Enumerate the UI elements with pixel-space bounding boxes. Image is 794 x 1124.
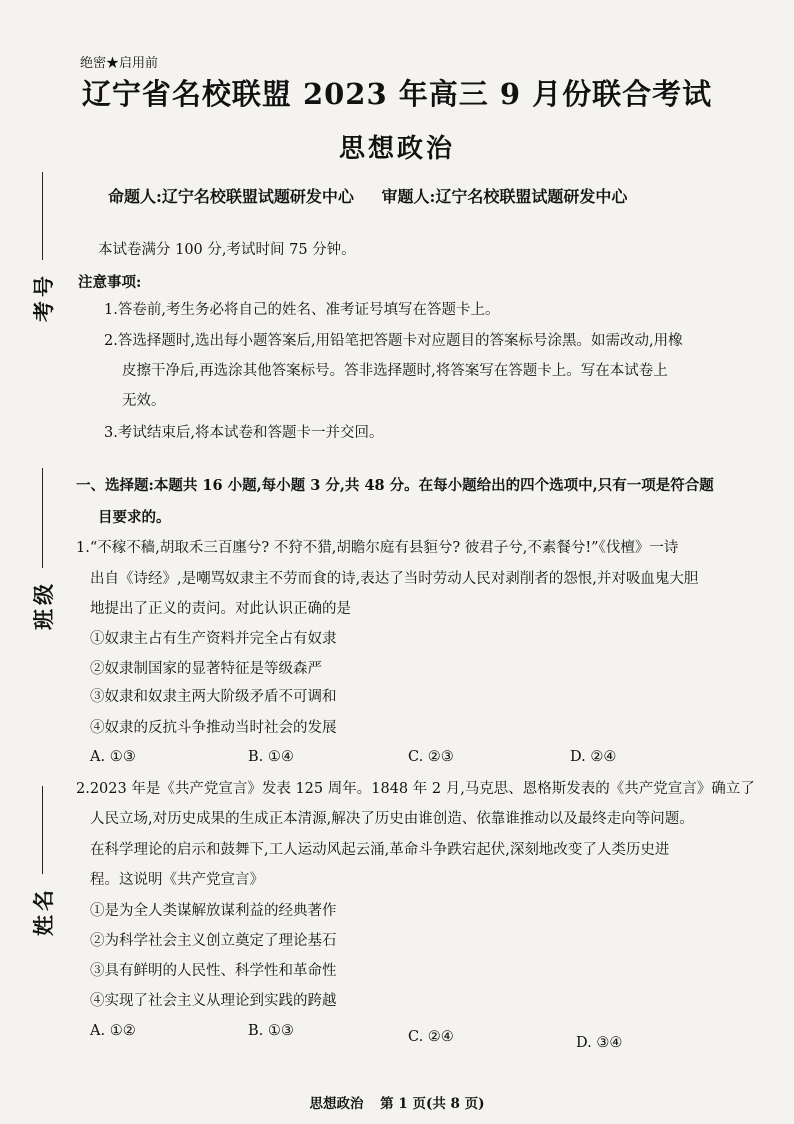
footer-page-number: 第 1 页(共 8 页) — [380, 1096, 485, 1112]
secret-label: 绝密★启用前 — [80, 56, 159, 71]
q2-option-a: A. ①② — [90, 1023, 136, 1039]
note-2-line-3: 无效。 — [122, 393, 166, 409]
exam-title: 辽宁省名校联盟 2023 年高三 9 月份联合考试 — [81, 77, 713, 111]
q2-statement-2: ②为科学社会主义创立奠定了理论基石 — [90, 933, 337, 949]
name-label: 姓名 — [31, 886, 56, 936]
q2-stem-line-2: 人民立场,对历史成果的生成正本清源,解决了历史由谁创造、依靠谁推动以及最终走向等问题。 — [90, 811, 694, 827]
authors-line — [108, 184, 627, 207]
q1-statement-2: ②奴隶制国家的显著特征是等级森严 — [90, 661, 322, 677]
note-2-line-2: 皮擦干净后,再选涂其他答案标号。答非选择题时,将答案写在答题卡上。写在本试卷上 — [122, 363, 668, 379]
author-text: 命题人:辽宁名校联盟试题研发中心 — [108, 187, 354, 206]
subject-title: 思想政治 — [338, 134, 455, 164]
note-3: 3.考试结束后,将本试卷和答题卡一并交回。 — [104, 425, 384, 441]
q2-option-b: B. ①③ — [248, 1023, 294, 1039]
q1-option-b: B. ①④ — [248, 749, 294, 765]
score-time: 本试卷满分 100 分,考试时间 75 分钟。 — [98, 242, 356, 258]
q1-statement-1: ①奴隶主占有生产资料并完全占有奴隶 — [90, 631, 337, 647]
q1-stem-line-3: 地提出了正义的责问。对此认识正确的是 — [90, 601, 351, 617]
q2-stem-line-4: 程。这说明《共产党宣言》 — [90, 872, 264, 888]
name-line — [42, 786, 43, 874]
exam-number-label: 考号 — [31, 272, 56, 322]
reviewer-text: 审题人:辽宁名校联盟试题研发中心 — [381, 187, 628, 206]
class-line — [42, 468, 43, 568]
q1-statement-4: ④奴隶的反抗斗争推动当时社会的发展 — [90, 720, 337, 736]
q1-statement-3: ③奴隶和奴隶主两大阶级矛盾不可调和 — [90, 689, 337, 705]
page-footer — [0, 1092, 794, 1112]
class-label: 班级 — [31, 580, 56, 630]
q1-option-d: D. ②④ — [570, 749, 617, 765]
exam-number-line — [42, 172, 43, 260]
section-heading-line-2: 目要求的。 — [98, 509, 171, 526]
q1-stem-line-2: 出自《诗经》,是嘲骂奴隶主不劳而食的诗,表达了当时劳动人民对剥削者的怨恨,并对吸血鬼大胆 — [90, 571, 699, 587]
q2-option-c: C. ②④ — [408, 1029, 454, 1045]
q2-statement-4: ④实现了社会主义从理论到实践的跨越 — [90, 993, 337, 1009]
q2-stem-line-1: 2.2023 年是《共产党宣言》发表 125 周年。1848 年 2 月,马克思、恩格斯发表的《共产党宣言》确立了 — [76, 781, 755, 797]
footer-subject: 思想政治 — [309, 1096, 364, 1112]
q1-stem-line-1: 1.“不稼不穑,胡取禾三百廛兮? 不狩不猎,胡瞻尔庭有县貆兮? 彼君子兮,不素餐兮!”《伐檀》一诗 — [76, 540, 679, 556]
q2-option-d: D. ③④ — [576, 1035, 623, 1051]
q1-option-c: C. ②③ — [408, 749, 454, 765]
q2-statement-3: ③具有鲜明的人民性、科学性和革命性 — [90, 963, 337, 979]
section-heading-line-1: 一、选择题:本题共 16 小题,每小题 3 分,共 48 分。在每小题给出的四个选项中,只有一项是符合题 — [76, 477, 714, 494]
q2-stem-line-3: 在科学理论的启示和鼓舞下,工人运动风起云涌,革命斗争跌宕起伏,深刻地改变了人类历史进 — [90, 842, 670, 858]
notes-title: 注意事项: — [78, 274, 142, 291]
note-2-line-1: 2.答选择题时,选出每小题答案后,用铅笔把答题卡对应题目的答案标号涂黑。如需改动,用橡 — [104, 333, 683, 349]
note-1: 1.答卷前,考生务必将自己的姓名、准考证号填写在答题卡上。 — [104, 302, 500, 318]
q1-option-a: A. ①③ — [90, 749, 136, 765]
q2-statement-1: ①是为全人类谋解放谋利益的经典著作 — [90, 903, 337, 919]
